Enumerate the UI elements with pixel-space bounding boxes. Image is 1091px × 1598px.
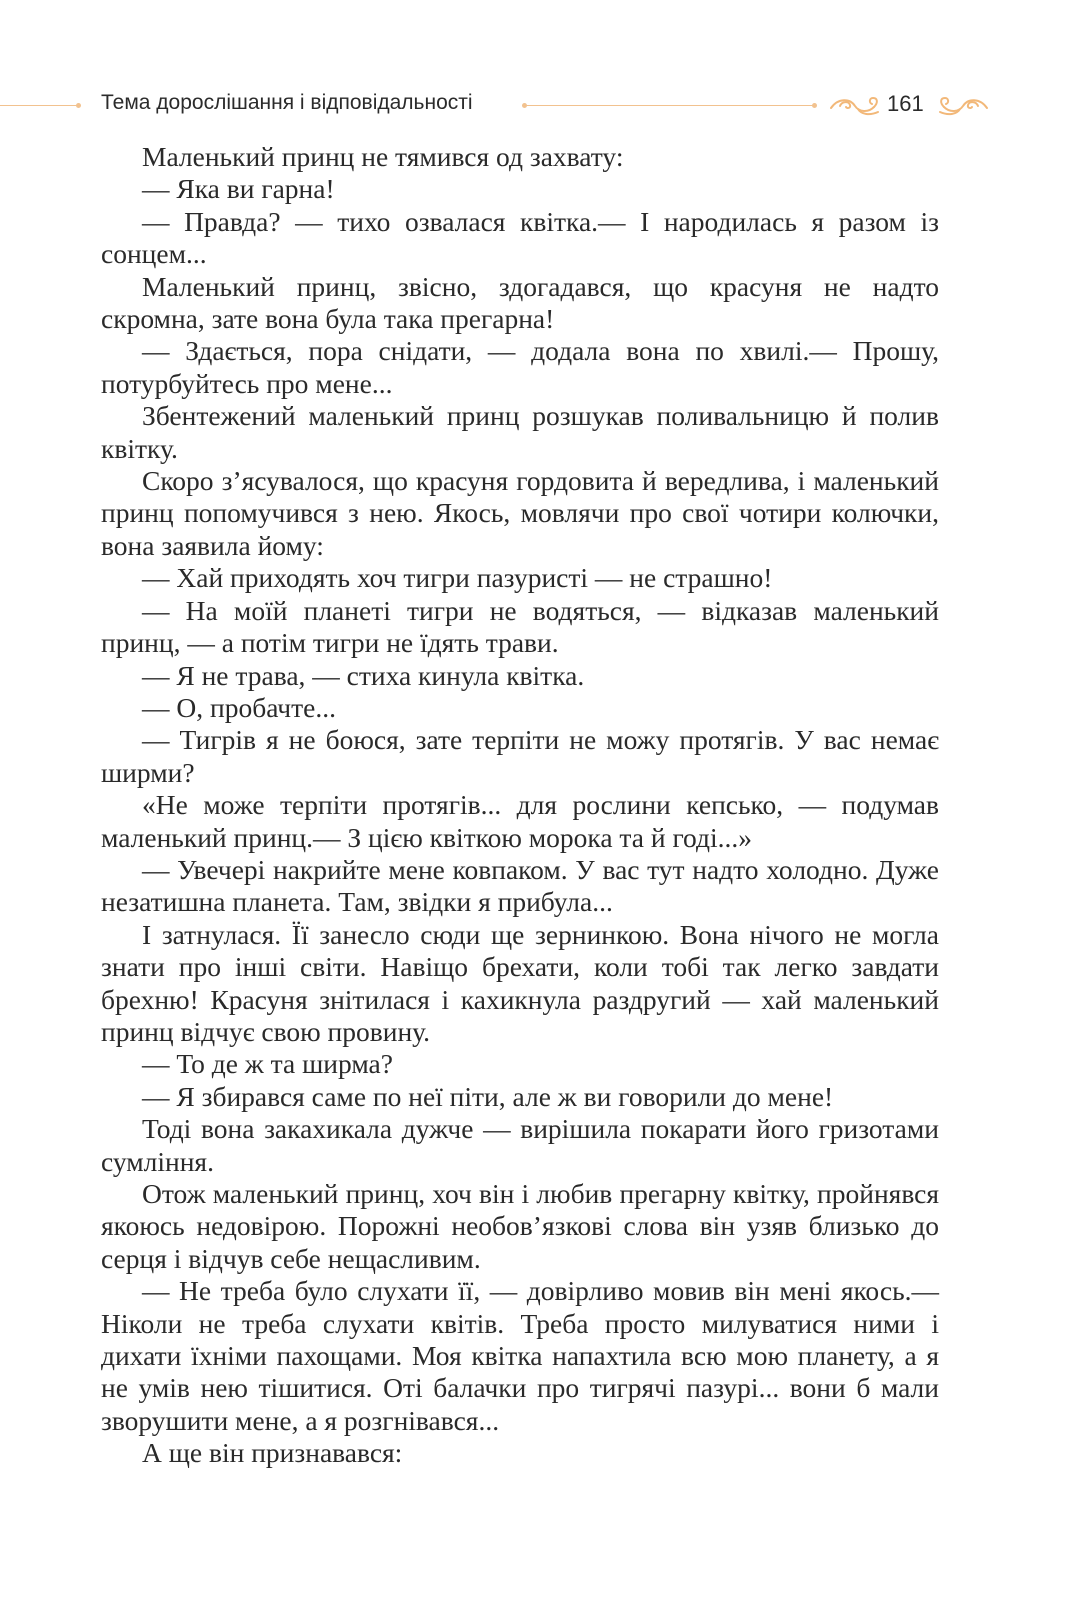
running-header: [0, 88, 1091, 124]
header-rule-dot: [812, 103, 817, 108]
paragraph: Тоді вона закахикала дужче — вирішила покарати його гризотами сумління.: [101, 1113, 939, 1177]
paragraph: — Увечері накрийте мене ковпаком. У вас тут надто холодно. Дуже незатишна планета. Там, звідки я прибула...: [101, 853, 939, 918]
paragraph: — Я не трава, — стиха кинула квітка.: [142, 659, 585, 691]
swirl-ornament-icon: [936, 92, 990, 118]
paragraph: — О, пробачте...: [142, 691, 336, 723]
paragraph: — То де ж та ширма?: [142, 1048, 393, 1080]
header-rule-dot: [76, 103, 81, 108]
page-number: 161: [887, 91, 924, 116]
paragraph: — Яка ви гарна!: [142, 173, 335, 205]
chapter-title: Тема дорослішання і відповідальності: [101, 91, 473, 114]
paragraph: — Тигрів я не боюся, зате терпіти не можу протягів. У вас немає ширми?: [101, 724, 939, 788]
paragraph: Збентежений маленький принц розшукав поливальницю й полив квітку.: [101, 400, 939, 464]
paragraph: — Не треба було слухати її, — довірливо мовив він мені якось.— Ніколи не треба слухати квітів. Треба просто милуватися ними і дихати їхніми пахощами. Моя квітка напахтила всю мою планету, а я не умів нею тішитися. Оті балачки про тигрячі пазурі... вони б мали зворушити мене, а я розгнівався...: [101, 1275, 939, 1436]
paragraph: «Не може терпіти протягів... для рослини кепсько, — подумав маленький принц.— З цією квіткою морока та й годі...»: [101, 789, 939, 853]
paragraph: Маленький принц, звісно, здогадався, що красуня не надто скромна, зате вона була така прегарна!: [101, 270, 939, 335]
paragraph: І затнулася. Її занесло сюди ще зернинкою. Вона нічого не могла знати про інші світи. Навіщо брехати, коли тобі так легко завдати брехню! Красуня знітилася і кахикнула раздругий — хай маленький принц відчує свою провину.: [101, 918, 939, 1047]
paragraph: Отож маленький принц, хоч він і любив прегарну квітку, пройнявся якоюсь недовірою. Порожні необов’язкові слова він узяв близько до серця і відчув себе нещасливим.: [101, 1178, 939, 1274]
paragraph: Скоро з’ясувалося, що красуня гордовита й вередлива, і маленький принц попомучився з нею. Якось, мовлячи про свої чотири колючки, вона заявила йому:: [101, 465, 939, 561]
paragraph: А ще він признавався:: [142, 1437, 403, 1469]
paragraph: Маленький принц не тямився од захвату:: [142, 141, 624, 172]
paragraph: — Здається, пора снідати, — додала вона по хвилі.— Прошу, потурбуйтесь про мене...: [101, 335, 939, 399]
header-rule-left: [0, 105, 78, 106]
paragraph: — Хай приходять хоч тигри пазуристі — не страшно!: [142, 562, 773, 594]
paragraph: — На моїй планеті тигри не водяться, — відказав маленький принц, — а потім тигри не їдять трави.: [101, 594, 939, 659]
paragraph: — Правда? — тихо озвалася квітка.— І народилась я разом із сонцем...: [101, 205, 939, 270]
header-rule-middle: [524, 105, 814, 106]
paragraph: — Я збирався саме по неї піти, але ж ви говорили до мене!: [142, 1080, 834, 1112]
body-text: [101, 141, 939, 1470]
swirl-ornament-icon: [828, 92, 882, 118]
